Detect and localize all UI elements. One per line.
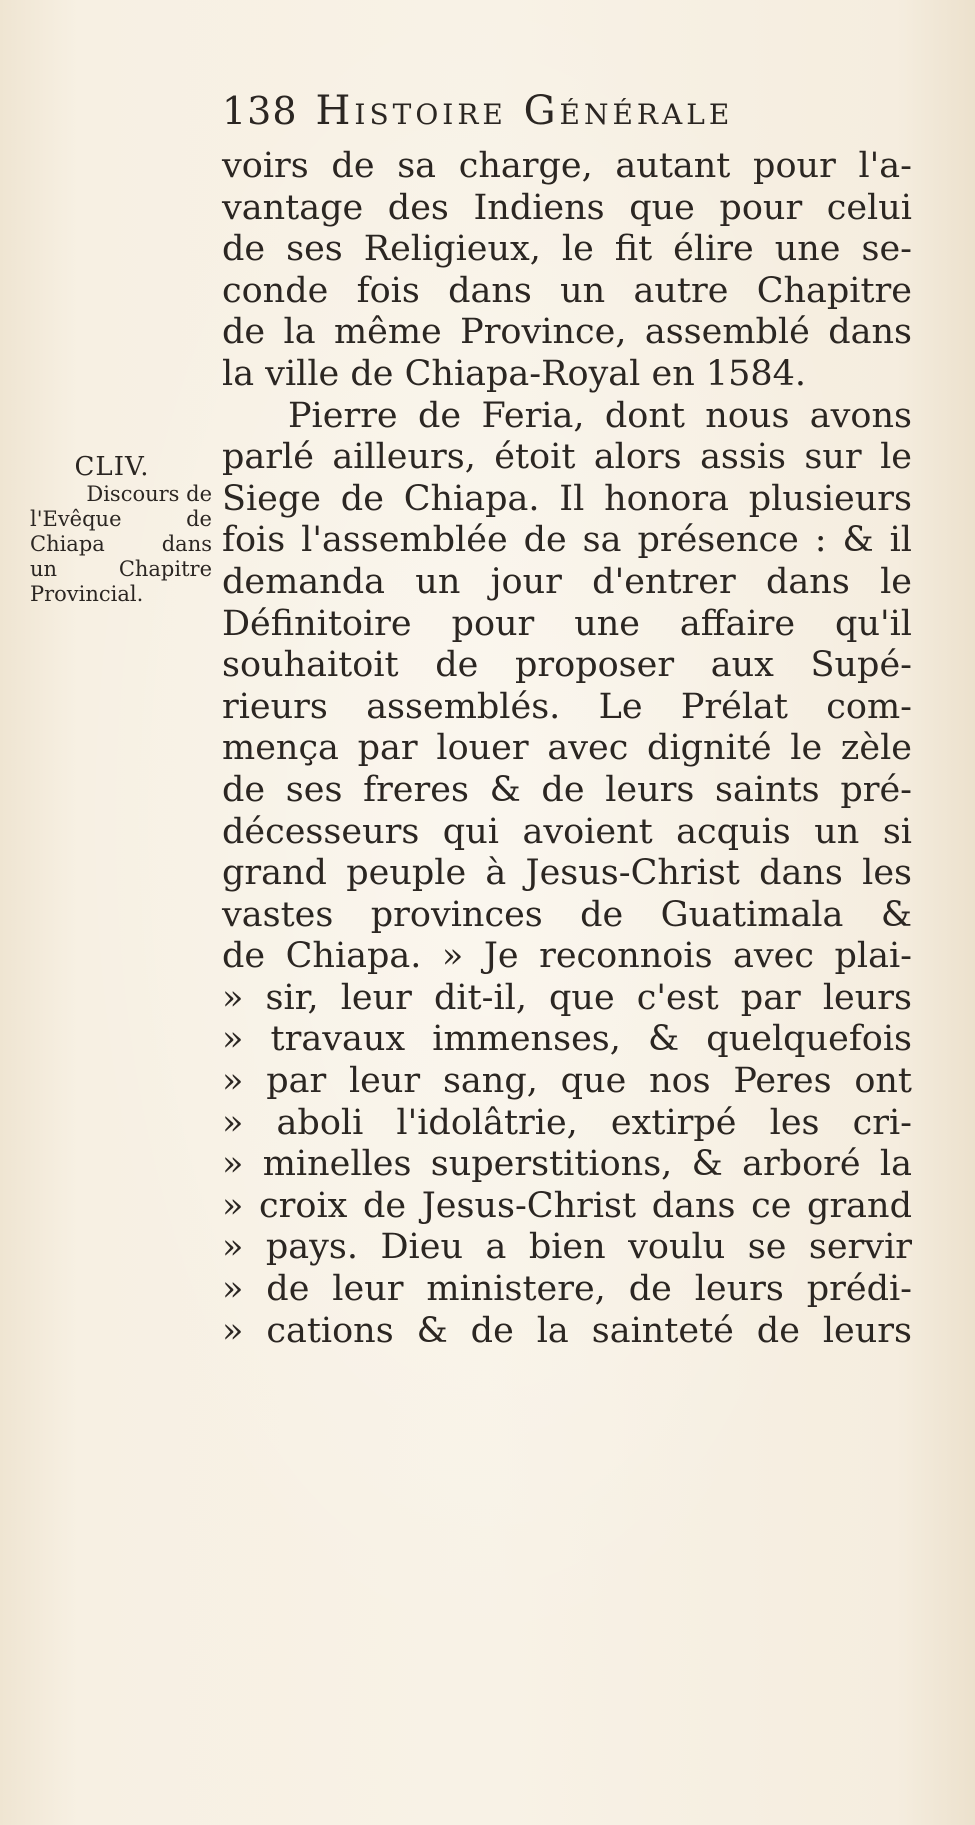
text-line: rieurs assemblés. Le Prélat com-	[222, 686, 912, 727]
margin-note-line: l'Evêque de	[30, 507, 212, 531]
text-line: » cations & de la sainteté de leurs	[222, 1310, 912, 1351]
text-line: » minelles superstitions, & arboré la	[222, 1144, 912, 1185]
text-line: vastes provinces de Guatimala &	[222, 894, 912, 935]
margin-note-number: CLIV.	[74, 452, 150, 482]
running-head-title: Histoire Générale	[315, 88, 734, 134]
text-line: parlé ailleurs, étoit alors assis sur le	[222, 437, 912, 478]
text-line: conde fois dans un autre Chapitre	[222, 270, 912, 311]
text-line: de Chiapa. » Je reconnois avec plai-	[222, 936, 912, 977]
margin-note-line: Chiapa dans	[30, 532, 212, 556]
text-line: Pierre de Feria, dont nous avons	[288, 395, 912, 436]
text-line: de ses Religieux, le fit élire une se-	[222, 229, 912, 270]
text-line: grand peuple à Jesus-Christ dans les	[222, 853, 912, 894]
text-line: la ville de Chiapa-Royal en 1584.	[222, 353, 807, 394]
text-line: Définitoire pour une affaire qu'il	[222, 603, 912, 644]
text-line: de la même Province, assemblé dans	[222, 312, 912, 353]
text-line: décesseurs qui avoient acquis un si	[222, 811, 912, 852]
margin-note-line: Provincial.	[30, 582, 144, 606]
margin-note-line: un Chapitre	[30, 557, 212, 581]
text-line: de ses freres & de leurs saints pré-	[222, 769, 912, 810]
body-text	[222, 146, 912, 1352]
text-line: souhaitoit de proposer aux Supé-	[222, 645, 912, 686]
running-head	[222, 88, 902, 148]
margin-note-line: Discours de	[86, 482, 212, 506]
text-line: Siege de Chiapa. Il honora plusieurs	[222, 478, 912, 519]
text-line: voirs de sa charge, autant pour l'a-	[222, 146, 912, 186]
text-line: » sir, leur dit-il, que c'est par leurs	[222, 977, 912, 1018]
text-line: » par leur sang, que nos Peres ont	[222, 1061, 912, 1102]
page-number: 138	[222, 89, 298, 133]
text-line: fois l'assemblée de sa présence : & il	[222, 520, 912, 561]
text-line: demanda un jour d'entrer dans le	[222, 561, 912, 602]
text-line: vantage des Indiens que pour celui	[222, 187, 912, 228]
text-line: » travaux immenses, & quelquefois	[222, 1019, 912, 1060]
margin-note	[30, 452, 212, 607]
text-line: » aboli l'idolâtrie, extirpé les cri-	[222, 1102, 912, 1143]
text-line: » croix de Jesus-Christ dans ce grand	[222, 1185, 912, 1226]
text-line: mença par louer avec dignité le zèle	[222, 728, 912, 769]
text-line: » pays. Dieu a bien voulu se servir	[222, 1227, 912, 1268]
text-line: » de leur ministere, de leurs prédi-	[222, 1269, 912, 1310]
